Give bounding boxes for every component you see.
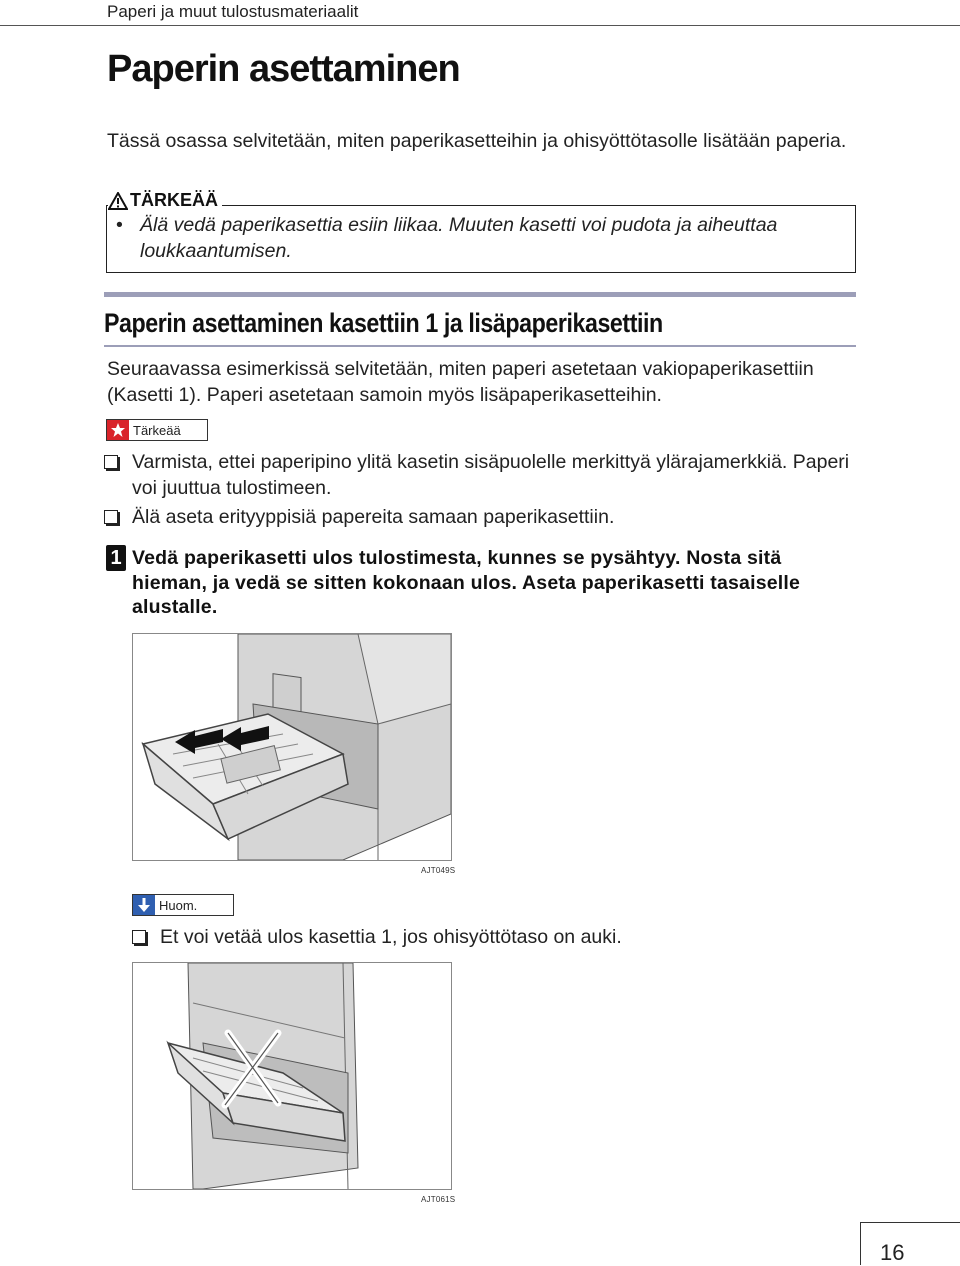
figure-tray-pulled-out	[132, 633, 452, 861]
important-badge	[106, 419, 208, 441]
note-item	[132, 924, 852, 950]
important-badge-label: Tärkeää	[133, 422, 181, 438]
step-text: Vedä paperikasetti ulos tulostimesta, kunnes se pysähtyy. Nosta sitä hieman, ja vedä se sitten kokonaan ulos. Aseta paperikasetti tasaiselle alustalle.	[132, 547, 801, 618]
warning-icon	[108, 192, 128, 210]
figure-tray-blocked	[132, 962, 452, 1190]
warning-item-text: Älä vedä paperikasettia esiin liikaa. Muuten kasetti voi pudota ja aiheuttaa loukkaantumisen.	[140, 214, 778, 262]
section-top-bar	[104, 292, 856, 297]
figure-code: AJT049S	[421, 866, 456, 875]
page-number-rule	[860, 1222, 861, 1265]
figure-code: AJT061S	[421, 1195, 456, 1204]
page-number: 16	[880, 1240, 905, 1265]
checkbox-icon	[104, 510, 118, 524]
important-item-text: Älä aseta erityyppisiä papereita samaan paperikasettiin.	[132, 506, 615, 528]
header-rule	[0, 25, 960, 26]
bullet-icon: •	[116, 214, 123, 236]
intro-paragraph: Tässä osassa selvitetään, miten paperikasetteihin ja ohisyöttötasolle lisätään paperia.	[107, 130, 847, 152]
important-item	[104, 504, 856, 530]
note-item-text: Et voi vetää ulos kasettia 1, jos ohisyöttötaso on auki.	[160, 926, 622, 948]
important-item-text: Varmista, ettei paperipino ylitä kasetin sisäpuolelle merkittyä ylärajamerkkiä. Paperi voi juuttua tulostimeen.	[132, 451, 850, 499]
checkbox-icon	[104, 455, 118, 469]
warning-item	[116, 212, 846, 264]
arrow-down-icon	[133, 895, 155, 915]
star-icon	[107, 420, 129, 440]
section-heading: Paperin asettaminen kasettiin 1 ja lisäpaperikasettiin	[104, 308, 663, 338]
important-item	[104, 449, 856, 501]
warning-heading-text: TÄRKEÄÄ	[130, 190, 218, 210]
printer-bypass-illustration	[133, 963, 451, 1189]
page-number-rule-top	[860, 1222, 960, 1223]
step-number: 1	[106, 545, 126, 571]
section-heading-rule	[104, 345, 856, 347]
page-title: Paperin asettaminen	[107, 48, 460, 90]
checkbox-icon	[132, 930, 146, 944]
note-badge-label: Huom.	[159, 897, 198, 913]
printer-tray-illustration	[133, 634, 451, 860]
warning-heading	[108, 190, 222, 211]
note-badge	[132, 894, 234, 916]
section-body: Seuraavassa esimerkissä selvitetään, miten paperi asetetaan vakiopaperikasettiin (Kasetti 1). Paperi asetetaan samoin myös lisäpaperikasetteihin.	[107, 358, 814, 406]
running-header: Paperi ja muut tulostusmateriaalit	[107, 2, 359, 21]
